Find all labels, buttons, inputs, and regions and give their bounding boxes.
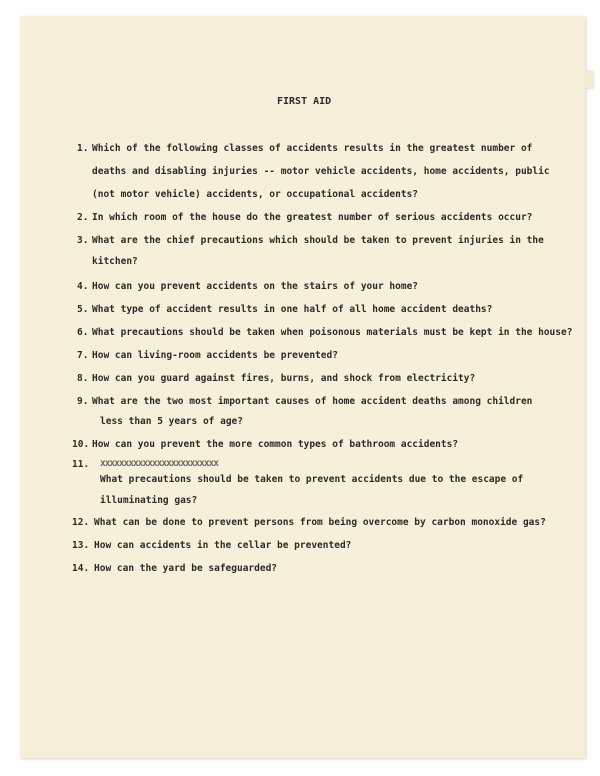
question-text-line: How can accidents in the cellar be prevented? bbox=[94, 540, 352, 551]
question-text-line: In which room of the house do the greatest number of serious accidents occur? bbox=[92, 212, 533, 223]
question-number: 12. bbox=[72, 517, 90, 528]
question-text-line: How can living-room accidents be prevented? bbox=[92, 350, 338, 361]
question-text-line: kitchen? bbox=[92, 256, 138, 267]
question-number: 10. bbox=[72, 439, 90, 450]
question-text-line: What precautions should be taken when poisonous materials must be kept in the house? bbox=[92, 327, 573, 338]
question-text-line: What are the two most important causes of home accident deaths among children bbox=[92, 396, 533, 407]
question-text-line: What precautions should be taken to prevent accidents due to the escape of bbox=[100, 474, 524, 485]
question-text-line: What type of accident results in one half of all home accident deaths? bbox=[92, 304, 493, 315]
question-text-line: (not motor vehicle) accidents, or occupational accidents? bbox=[92, 189, 419, 200]
question-text-line: What can be done to prevent persons from being overcome by carbon monoxide gas? bbox=[94, 517, 546, 528]
page-title: FIRST AID bbox=[277, 96, 332, 107]
question-number: 13. bbox=[72, 540, 90, 551]
question-number: 11. bbox=[72, 459, 90, 470]
question-number: 2. bbox=[77, 212, 89, 223]
question-text-line: What are the chief precautions which should be taken to prevent injuries in the bbox=[92, 235, 544, 246]
question-number: 4. bbox=[77, 281, 89, 292]
question-number: 8. bbox=[77, 373, 89, 384]
question-number: 3. bbox=[77, 235, 89, 246]
struck-out-text: xxxxxxxxxxxxxxxxxxxxxxxxx bbox=[100, 458, 218, 467]
question-text-line: How can you prevent accidents on the stairs of your home? bbox=[92, 281, 419, 292]
question-number: 7. bbox=[77, 350, 89, 361]
question-text-line: deaths and disabling injuries -- motor vehicle accidents, home accidents, public bbox=[92, 166, 550, 177]
question-number: 9. bbox=[77, 396, 89, 407]
question-text-line: Which of the following classes of accidents results in the greatest number of bbox=[92, 143, 533, 154]
question-text-line: How can you prevent the more common types of bathroom accidents? bbox=[92, 439, 459, 450]
question-number: 14. bbox=[72, 563, 90, 574]
question-number: 1. bbox=[77, 143, 89, 154]
question-text-line: less than 5 years of age? bbox=[100, 416, 243, 427]
question-number: 5. bbox=[77, 304, 89, 315]
question-text-line: How can the yard be safeguarded? bbox=[94, 563, 278, 574]
question-text-line: How can you guard against fires, burns, and shock from electricity? bbox=[92, 373, 476, 384]
question-number: 6. bbox=[77, 327, 89, 338]
question-text-line: illuminating gas? bbox=[100, 495, 198, 506]
document-page bbox=[20, 16, 585, 758]
paper-tab bbox=[585, 70, 593, 88]
